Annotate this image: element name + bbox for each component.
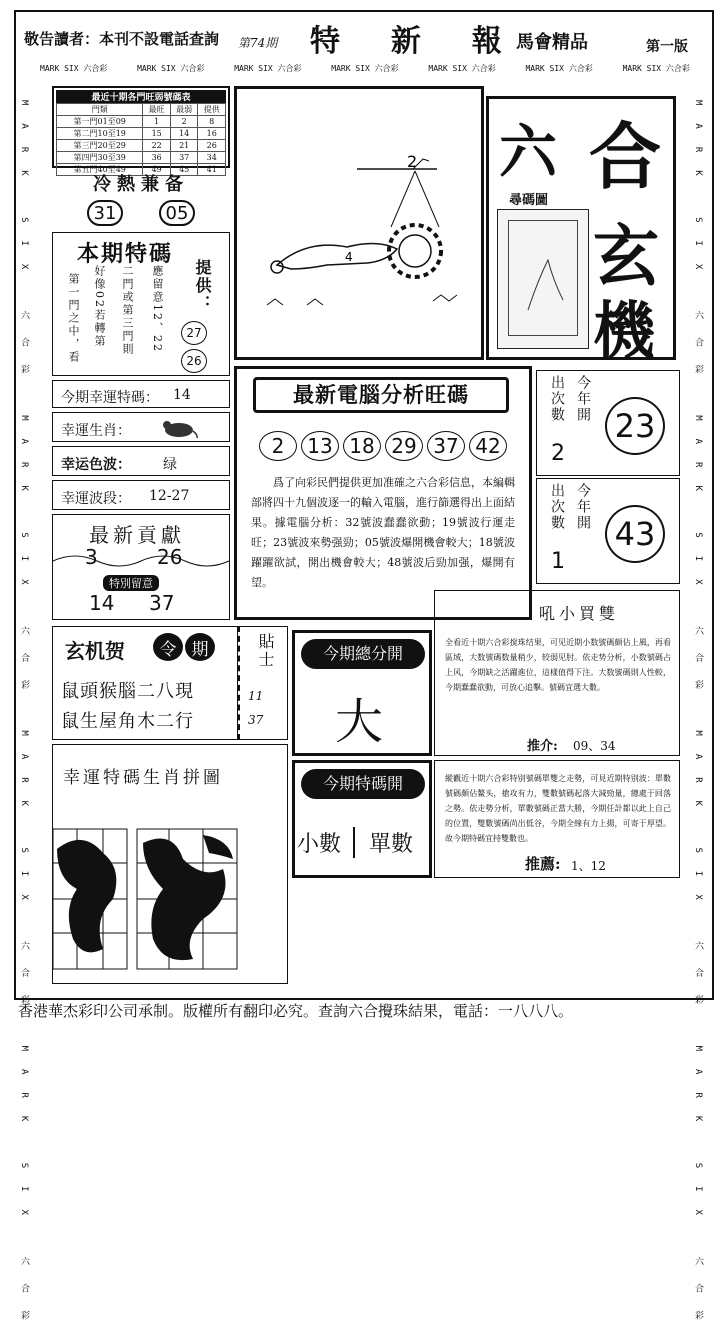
special-recommend-value: 1、12 xyxy=(571,859,606,873)
cold-hot-panel xyxy=(52,170,230,230)
brand-logo: MARK SIX 六合彩 xyxy=(693,100,703,392)
lucky-wave-row xyxy=(52,446,230,476)
mystery-verse-badge: 令 xyxy=(153,633,183,661)
appear-count: 1 xyxy=(551,549,565,574)
appear-number: 43 xyxy=(605,505,665,563)
table-cell: 16 xyxy=(198,128,226,140)
computer-number: 37 xyxy=(427,431,465,461)
appear-number: 23 xyxy=(605,397,665,455)
lucky-range-row xyxy=(52,480,230,510)
contribution-number: 26 xyxy=(157,545,183,569)
appear-label-year: 今年開 xyxy=(575,483,591,531)
appear-panel-1 xyxy=(536,370,680,476)
contribution-sub-number: 14 xyxy=(89,591,115,615)
table-cell: 2 xyxy=(170,116,198,128)
notice: 敬告讀者：本刊不設電話查詢 xyxy=(24,30,220,48)
buy-pair-recommend-label: 推介: xyxy=(527,739,558,754)
mystery-verse-title: 玄机贺 xyxy=(65,639,125,663)
zodiac-puzzle-image xyxy=(53,829,287,979)
scroll-picture xyxy=(497,209,589,349)
scroll-title: 尋碼圖 xyxy=(509,193,549,208)
buy-pair-recommend-value: 09、34 xyxy=(573,739,616,753)
puzzle-picture-panel xyxy=(234,86,484,360)
table-cell: 第五門40至49 xyxy=(57,164,143,176)
computer-panel xyxy=(234,366,532,620)
appear-count: 2 xyxy=(551,441,565,466)
special-open-value1: 小數 xyxy=(297,827,355,858)
hot-table-caption: 最近十期各門旺弱號碼表 xyxy=(56,90,226,103)
brand-logo: MARK SIX 六合彩 xyxy=(428,64,496,73)
contribution-number: 3 xyxy=(85,545,98,569)
table-cell: 37 xyxy=(170,152,198,164)
brand-logo: MARK SIX 六合彩 xyxy=(19,415,29,707)
footer: 香港華杰彩印公司承制。版權所有翻印必究。查詢六合攪珠結果，電話：一八八八。 xyxy=(18,1002,574,1020)
buy-pair-title: 吼小買雙 xyxy=(539,604,620,623)
lucky-wave-label: 幸运色波： xyxy=(61,457,131,473)
lucky-range-value: 12-27 xyxy=(149,488,190,504)
table-cell: 34 xyxy=(198,152,226,164)
special-title: 本期特碼 xyxy=(77,241,174,267)
puzzle-illustration xyxy=(237,89,481,357)
special-col3: 二門或第三門則 xyxy=(121,265,134,356)
table-cell: 第三門20至29 xyxy=(57,140,143,152)
appear-label: 出次數 xyxy=(549,483,565,531)
special-number: 27 xyxy=(181,321,207,345)
mouse-icon xyxy=(159,417,199,439)
wave-decoration xyxy=(53,551,229,571)
brand-logo: MARK SIX 六合彩 xyxy=(137,64,205,73)
mystery-verse-line1: 鼠頭猴腦二八現 xyxy=(61,681,194,702)
table-row xyxy=(57,116,226,128)
paper-title: 特 新 報 xyxy=(310,24,512,59)
special-col2: 好像02若轉第 xyxy=(93,265,106,348)
special-open-panel xyxy=(292,760,432,878)
special-provide-label: 提供： xyxy=(193,259,212,313)
table-row xyxy=(57,140,226,152)
mystery-panel xyxy=(486,96,676,367)
zodiac-puzzle-panel xyxy=(52,744,288,984)
special-recommend-label: 推薦: xyxy=(525,855,561,873)
table-cell: 第二門10至19 xyxy=(57,128,143,140)
table-cell: 第四門30至39 xyxy=(57,152,143,164)
paper-subtitle: 馬會精品 xyxy=(516,32,588,53)
special-panel xyxy=(52,232,230,376)
table-header: 提供 xyxy=(198,104,226,116)
brand-logo: MARK SIX 六合彩 xyxy=(40,64,108,73)
mystery-char-xuan: 玄 xyxy=(593,217,659,295)
special-open-value2: 單數 xyxy=(369,832,414,857)
appear-label-year: 今年開 xyxy=(575,375,591,423)
special-col4: 應留意12、22 xyxy=(151,265,164,353)
brand-logo: MARK SIX 六合彩 xyxy=(19,730,29,1023)
zodiac-puzzle-title: 幸運特碼生肖拼圖 xyxy=(63,768,223,788)
brand-logo: MARK SIX 六合彩 xyxy=(525,64,593,73)
computer-number: 42 xyxy=(469,431,507,461)
brand-logo: MARK SIX 六合彩 xyxy=(693,730,703,1023)
computer-title: 最新電腦分析旺碼 xyxy=(253,377,509,413)
lucky-special-label: 今期幸運特碼： xyxy=(61,390,159,406)
table-cell: 第一門01至09 xyxy=(57,116,143,128)
mystery-char-he: 合 xyxy=(589,114,662,199)
total-title: 今期總分開 xyxy=(301,639,425,669)
tip-number: 37 xyxy=(248,713,264,727)
total-value: 大 xyxy=(335,694,384,750)
brand-logo: MARK SIX 六合彩 xyxy=(19,1045,29,1337)
table-cell: 49 xyxy=(143,164,171,176)
contribution-panel xyxy=(52,514,230,620)
table-cell: 21 xyxy=(170,140,198,152)
hot-table xyxy=(56,103,226,176)
puzzle-number: 2 xyxy=(407,152,418,171)
buy-pair-panel xyxy=(434,590,680,756)
appear-label: 出次數 xyxy=(549,375,565,423)
special-number: 26 xyxy=(181,349,207,373)
brand-logo: MARK SIX 六合彩 xyxy=(622,64,690,73)
table-header: 最弱 xyxy=(170,104,198,116)
computer-number: 2 xyxy=(259,431,297,461)
special-open-title: 今期特碼開 xyxy=(301,769,425,799)
table-row xyxy=(57,128,226,140)
table-cell: 26 xyxy=(198,140,226,152)
contribution-title: 最新貢獻 xyxy=(89,523,185,547)
issue-number: 第74期 xyxy=(238,36,278,50)
lucky-wave-value: 绿 xyxy=(163,457,177,473)
table-cell: 8 xyxy=(198,116,226,128)
contribution-sub-title: 特別留意 xyxy=(103,575,159,591)
special-col1: 第一門之中，看 xyxy=(67,273,80,364)
total-panel xyxy=(292,630,432,756)
special-text: 縱觀近十期六合彩特别號碼單雙之走勢，可見近期特别波：單數號碼頗佔鳌头，搶攻有力，雙數號碼起落大減勁量，總處于回落之勢。依走勢分析，單數號碼正當大勝，今期任計都以此上自己的位置，雙數號碼尚出低谷，今期全線有力上揚，可寄于厚望。故今期特碼宜持雙數也。 xyxy=(445,774,671,843)
buy-pair-text: 全看近十期六合彩搅珠结果，可见近期小数號碼頗佔上風，再看區域，大数號碼数量稍少，较弱见肘。依走势分析，小数號碼占上风，今期缺之活躍進位，這樣值得下注。大数號碼則人性較，今期蠢蠢欲動，可放心追擊。號碼宜選大數。 xyxy=(445,638,671,692)
table-cell: 41 xyxy=(198,164,226,176)
cold-number: 31 xyxy=(87,200,123,226)
lucky-zodiac-row xyxy=(52,412,230,442)
mystery-char-ji: 機 xyxy=(593,294,656,367)
mystery-verse-badge: 期 xyxy=(185,633,215,661)
table-cell: 1 xyxy=(143,116,171,128)
lucky-special-row xyxy=(52,380,230,408)
brand-logo: MARK SIX 六合彩 xyxy=(693,1045,703,1337)
table-cell: 14 xyxy=(170,128,198,140)
tip-number: 11 xyxy=(248,689,264,703)
table-cell: 36 xyxy=(143,152,171,164)
mystery-char-liu: 六 xyxy=(499,118,558,186)
tip-label: 貼士 xyxy=(256,633,275,669)
mystery-verse-panel xyxy=(52,626,238,740)
computer-text: 爲了向彩民們提供更加准確之六合彩信息，本編輯部將四十九個波逐一的輸入電腦，進行篩選得出上面結果。據電腦分析：32號波蠢蠢欲動；19號波行運走旺；23號波來勢强勁；05號波爆開機會較大；18號波躍躍欲試，開出機會較大；48號波后勁加强，爆開有望。 xyxy=(251,476,515,589)
contribution-sub-number: 37 xyxy=(149,591,175,615)
brand-logo: MARK SIX 六合彩 xyxy=(19,100,29,392)
lucky-special-value: 14 xyxy=(173,387,191,403)
header xyxy=(14,10,714,60)
computer-numbers xyxy=(259,431,507,461)
tip-panel xyxy=(238,626,288,740)
lucky-zodiac-label: 幸運生肖： xyxy=(61,423,131,439)
brand-logo: MARK SIX 六合彩 xyxy=(693,415,703,707)
table-cell: 45 xyxy=(170,164,198,176)
table-cell: 22 xyxy=(143,140,171,152)
computer-number: 18 xyxy=(343,431,381,461)
cold-hot-title: 冷熱兼备 xyxy=(93,174,189,195)
table-header: 最旺 xyxy=(143,104,171,116)
computer-number: 13 xyxy=(301,431,339,461)
hot-number: 05 xyxy=(159,200,195,226)
brand-logo: MARK SIX 六合彩 xyxy=(234,64,302,73)
mystery-verse-line2: 鼠生屋角木二行 xyxy=(61,711,194,732)
special-text-panel xyxy=(434,760,680,878)
edition: 第一版 xyxy=(646,39,688,55)
puzzle-number: 4 xyxy=(345,250,353,264)
hot-table-panel xyxy=(52,86,230,174)
table-cell: 15 xyxy=(143,128,171,140)
computer-number: 29 xyxy=(385,431,423,461)
brand-logo: MARK SIX 六合彩 xyxy=(331,64,399,73)
table-row xyxy=(57,152,226,164)
lucky-range-label: 幸運波段： xyxy=(61,491,131,507)
appear-panel-2 xyxy=(536,478,680,584)
table-header: 門類 xyxy=(57,104,143,116)
